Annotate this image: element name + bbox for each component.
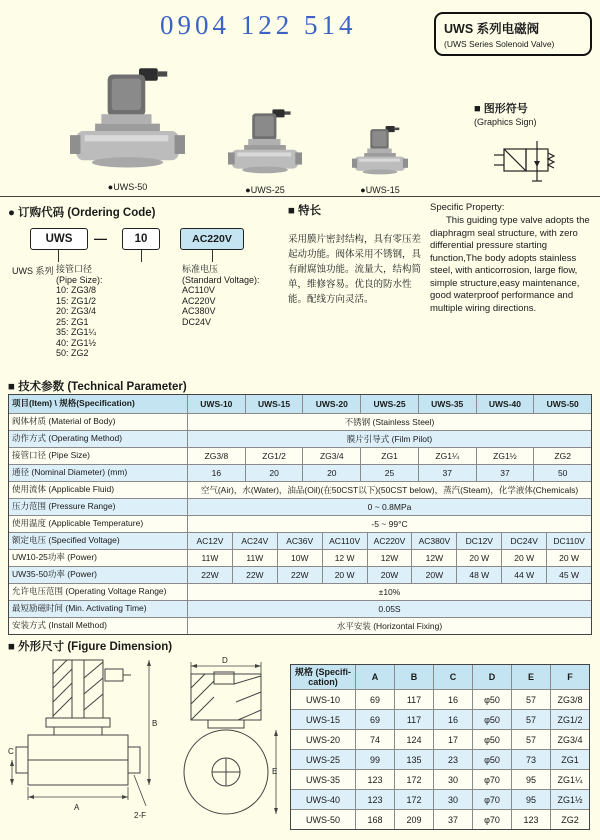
dim-cell: 95	[511, 770, 550, 789]
tech-cell: 水平安装 (Horizontal Fixing)	[187, 618, 591, 634]
dim-cell: 95	[511, 790, 550, 809]
tech-cell: DC24V	[501, 533, 546, 549]
tech-parameter-title: ■ 技术参数 (Technical Parameter)	[8, 381, 187, 393]
tech-cell: 10W	[277, 550, 322, 566]
tech-cell: 20 W	[456, 550, 501, 566]
product-photo-uws50	[70, 66, 185, 192]
dim-cell: 57	[511, 690, 550, 709]
dim-header-cell: A	[355, 665, 394, 689]
specific-property-text: This guiding type valve adopts the diaphragm seal structure, with zero differential pressure starting function,The body adopts stainless steel, with anticorrosion, large flow, simple structure,easy maintenance, good waterproof performance and multiple wiring directions.	[430, 215, 590, 314]
valve-schematic-icon	[492, 135, 570, 187]
tech-cell: ZG1	[360, 448, 418, 464]
tech-cell: 25	[360, 465, 418, 481]
tech-row-label: 使用流体 (Applicable Fluid)	[12, 484, 115, 495]
series-label: UWS 系列	[12, 266, 54, 276]
tech-row-label: UW10-25功率 (Power)	[12, 552, 98, 563]
dim-cell: 117	[394, 710, 433, 729]
tech-cell: 37	[476, 465, 534, 481]
dim-row	[291, 769, 589, 789]
ordering-box-size: 10	[122, 228, 160, 250]
dim-cell: ZG3/4	[550, 730, 589, 749]
tech-header-cell: UWS-20	[302, 395, 360, 413]
dim-header-cell: B	[394, 665, 433, 689]
dim-cell: 57	[511, 730, 550, 749]
tech-cell: 20	[245, 465, 303, 481]
tech-cell: ZG3/4	[302, 448, 360, 464]
dim-cell: φ70	[472, 770, 511, 789]
tech-cell: AC12V	[187, 533, 232, 549]
pipe-size-item: 50: ZG2	[56, 348, 89, 358]
dim-cell: 16	[433, 710, 472, 729]
dim-cell: φ50	[472, 730, 511, 749]
tech-cell: 不锈钢 (Stainless Steel)	[187, 414, 591, 430]
pipe-size-list	[56, 285, 103, 359]
tech-cell: 22W	[187, 567, 232, 583]
dim-cell: 123	[355, 770, 394, 789]
tech-row	[9, 566, 591, 583]
dim-cell: 124	[394, 730, 433, 749]
dim-cell: ZG3/8	[550, 690, 589, 709]
graphics-sign-block	[474, 100, 594, 192]
tech-row	[9, 583, 591, 600]
tech-cell: 16	[187, 465, 245, 481]
dim-cell: 30	[433, 770, 472, 789]
dim-cell: 123	[355, 790, 394, 809]
voltage-item: DC24V	[182, 316, 212, 327]
tech-row-label: 压力范围 (Pressure Range)	[12, 501, 116, 512]
tech-cell: 22W	[232, 567, 277, 583]
dim-cell: 37	[433, 810, 472, 829]
dim-cell: 172	[394, 770, 433, 789]
tech-cell: ZG2	[533, 448, 591, 464]
dim-cell: 74	[355, 730, 394, 749]
tech-header-cell: UWS-35	[418, 395, 476, 413]
dim-cell: UWS-35	[305, 774, 340, 785]
pipe-size-label: 接管口径	[56, 264, 93, 274]
dim-cell: 69	[355, 690, 394, 709]
specific-property-title: Specific Property:	[430, 202, 505, 213]
dim-cell: 99	[355, 750, 394, 769]
tech-header-cell: UWS-15	[245, 395, 303, 413]
tech-row	[9, 464, 591, 481]
tech-row	[9, 430, 591, 447]
tech-cell: 膜片引导式 (Film Pilot)	[187, 431, 591, 447]
tech-row	[9, 532, 591, 549]
tech-cell: 20W	[367, 567, 412, 583]
dim-header-cell: F	[550, 665, 589, 689]
dim-row	[291, 789, 589, 809]
voltage-block	[182, 264, 260, 327]
dim-header-cell: D	[472, 665, 511, 689]
dim-cell: φ50	[472, 710, 511, 729]
dim-cell: 209	[394, 810, 433, 829]
tech-header-cell: UWS-50	[533, 395, 591, 413]
tech-cell: ZG1/2	[245, 448, 303, 464]
valve-photo-icon	[352, 125, 408, 178]
tech-cell: AC110V	[322, 533, 367, 549]
tech-cell: AC220V	[367, 533, 412, 549]
product-label: ●UWS-25	[245, 185, 285, 195]
tech-cell: ZG3/8	[187, 448, 245, 464]
tech-cell: ZG1¼	[418, 448, 476, 464]
graphics-sign-subtitle: (Graphics Sign)	[474, 117, 537, 127]
valve-photo-icon	[228, 108, 302, 178]
dim-cell: 135	[394, 750, 433, 769]
dim-cell: φ70	[472, 810, 511, 829]
tech-row	[9, 447, 591, 464]
features-title: ■ 特长	[288, 205, 322, 217]
tech-header-cell: UWS-10	[187, 395, 245, 413]
tech-row	[9, 617, 591, 634]
tech-cell: AC24V	[232, 533, 277, 549]
tech-cell: 11W	[187, 550, 232, 566]
dim-cell: 69	[355, 710, 394, 729]
ordering-connector-line	[58, 250, 59, 262]
dim-table	[290, 664, 590, 830]
tech-cell: -5 ~ 99°C	[187, 516, 591, 532]
tech-cell: 37	[418, 465, 476, 481]
tech-row	[9, 413, 591, 430]
dim-cell: 172	[394, 790, 433, 809]
pipe-size-item: 35: ZG1¼	[56, 327, 97, 337]
dim-cell: ZG1½	[550, 790, 589, 809]
dim-label-e: E	[272, 767, 278, 776]
tech-row-label: 阀体材质 (Material of Body)	[12, 416, 116, 427]
dim-cell: 30	[433, 790, 472, 809]
tech-cell: 44 W	[501, 567, 546, 583]
tech-table	[8, 394, 592, 635]
tech-cell: 12W	[367, 550, 412, 566]
ordering-connector-line	[141, 250, 142, 262]
dim-label-b: B	[152, 719, 158, 728]
graphics-sign-title: ■ 图形符号	[474, 103, 528, 115]
tech-row-label: 允许电压范围 (Operating Voltage Range)	[12, 586, 167, 597]
ordering-code-section	[0, 202, 290, 374]
pipe-size-item: 10: ZG3/8	[56, 285, 97, 295]
tech-cell: AC36V	[277, 533, 322, 549]
dim-label-d: D	[222, 656, 228, 665]
dim-cell: UWS-40	[305, 794, 340, 805]
dim-cell: φ50	[472, 690, 511, 709]
tech-cell: 0 ~ 0.8MPa	[187, 499, 591, 515]
dim-cell: φ50	[472, 750, 511, 769]
series-title-en: (UWS Series Solenoid Valve)	[444, 39, 555, 49]
tech-row-label: 接管口径 (Pipe Size)	[12, 450, 90, 461]
ordering-connector-line	[212, 250, 213, 262]
dim-cell: ZG1/2	[550, 710, 589, 729]
tech-cell: AC380V	[411, 533, 456, 549]
dim-cell: 16	[433, 690, 472, 709]
tech-row-label: 额定电压 (Specified Voltage)	[12, 535, 120, 546]
tech-row-label: 使用温度 (Applicable Temperature)	[12, 518, 144, 529]
dim-header-cell: 规格 (Specifi- cation)	[294, 667, 351, 687]
dim-row	[291, 809, 589, 829]
dim-cell: φ70	[472, 790, 511, 809]
features-text: 采用膜片密封结构，具有零压差起动功能。阀体采用不锈钢，具有耐腐蚀功能。流量大，结构简单，维修容易。优良的防水性能。配线方向灵活。	[288, 234, 422, 305]
dim-label-2f: 2-F	[134, 811, 146, 820]
pipe-size-item: 40: ZG1½	[56, 337, 97, 348]
dim-header-cell: E	[511, 665, 550, 689]
tech-row	[9, 600, 591, 617]
tech-cell: DC12V	[456, 533, 501, 549]
voltage-label-en: (Standard Voltage):	[182, 274, 260, 285]
top-divider	[0, 196, 600, 197]
tech-cell: 48 W	[456, 567, 501, 583]
voltage-item: AC110V	[182, 285, 215, 295]
series-title-cn: UWS 系列电磁阀	[444, 22, 540, 36]
dim-label-a: A	[74, 803, 80, 812]
dim-header-row	[291, 665, 589, 689]
dim-row	[291, 749, 589, 769]
features-section	[288, 202, 430, 307]
tech-row	[9, 515, 591, 532]
tech-row-label: 安装方式 (Install Method)	[12, 620, 107, 631]
dim-cell: 123	[511, 810, 550, 829]
tech-header-cell: UWS-25	[360, 395, 418, 413]
tech-cell: 20 W	[322, 567, 367, 583]
tech-row-label: 动作方式 (Operating Method)	[12, 433, 123, 444]
dim-cell: UWS-25	[305, 754, 340, 765]
tech-header-label: 项目(Item) \ 规格(Specification)	[12, 398, 135, 409]
dim-cell: UWS-20	[305, 734, 340, 745]
dim-label-c: C	[8, 747, 14, 756]
figure-dimension-title: ■ 外形尺寸 (Figure Dimension)	[8, 641, 173, 653]
pipe-size-item: 20: ZG3/4	[56, 306, 97, 316]
dim-cell: ZG2	[550, 810, 589, 829]
tech-cell: DC110V	[546, 533, 591, 549]
tech-cell: 20W	[411, 567, 456, 583]
tech-cell: ZG1½	[476, 448, 534, 464]
tech-cell: 20 W	[546, 550, 591, 566]
tech-cell: 12W	[411, 550, 456, 566]
voltage-label: 标准电压	[182, 264, 219, 274]
dim-cell: 23	[433, 750, 472, 769]
pipe-size-block	[56, 264, 103, 359]
tech-cell: 22W	[277, 567, 322, 583]
ordering-box-voltage: AC220V	[180, 228, 244, 250]
specific-property-section	[430, 202, 593, 315]
valve-photo-icon	[70, 66, 185, 175]
dim-row	[291, 709, 589, 729]
ordering-code-title: ● 订购代码 (Ordering Code)	[8, 207, 156, 219]
tech-row	[9, 481, 591, 498]
dim-cell: 17	[433, 730, 472, 749]
tech-row	[9, 498, 591, 515]
tech-cell: 45 W	[546, 567, 591, 583]
valve-top-drawing	[166, 654, 284, 834]
tech-cell: 20	[302, 465, 360, 481]
dim-cell: 57	[511, 710, 550, 729]
dim-cell: 168	[355, 810, 394, 829]
tech-row-label: UW35-50功率 (Power)	[12, 569, 98, 580]
ordering-dash: —	[94, 231, 107, 246]
voltage-item: AC380V	[182, 306, 216, 316]
pipe-size-label-en: (Pipe Size):	[56, 274, 103, 285]
tech-header-row	[9, 395, 591, 413]
product-label: ●UWS-15	[360, 185, 400, 195]
tech-row-label: 最短励磁时间 (Min. Activating Time)	[12, 603, 147, 614]
dim-row	[291, 729, 589, 749]
pipe-size-item: 25: ZG1	[56, 316, 89, 327]
product-photo-uws15	[352, 125, 408, 195]
tech-cell: 12 W	[322, 550, 367, 566]
dim-cell: UWS-10	[305, 694, 340, 705]
series-title-box	[434, 12, 592, 56]
dim-cell: UWS-15	[305, 714, 340, 725]
tech-cell: 20 W	[501, 550, 546, 566]
tech-cell: 0.05S	[187, 601, 591, 617]
tech-header-cell: UWS-40	[476, 395, 534, 413]
product-label: ●UWS-50	[107, 182, 148, 192]
tech-row	[9, 549, 591, 566]
dim-row	[291, 689, 589, 709]
voltage-list	[182, 285, 260, 327]
dim-cell: ZG1¼	[550, 770, 589, 789]
valve-section-drawing	[8, 654, 160, 834]
product-photo-uws25	[228, 108, 302, 195]
dim-cell: 117	[394, 690, 433, 709]
phone-number: 0904 122 514	[160, 10, 357, 40]
dim-cell: ZG1	[550, 750, 589, 769]
tech-row-label: 通径 (Nominal Diameter) (mm)	[12, 467, 128, 478]
dim-cell: 73	[511, 750, 550, 769]
ordering-box-series: UWS	[30, 228, 88, 250]
tech-cell: 50	[533, 465, 591, 481]
voltage-item: AC220V	[182, 295, 216, 306]
figure-dimension-content	[8, 654, 592, 834]
tech-cell: 空气(Air)，水(Water)，油品(Oil)(在50CST以下)(50CST below)，蒸汽(Steam)，化学液体(Chemicals)	[187, 482, 591, 498]
pipe-size-item: 15: ZG1/2	[56, 295, 97, 306]
tech-cell: 11W	[232, 550, 277, 566]
dim-header-cell: C	[433, 665, 472, 689]
dim-cell: UWS-50	[305, 814, 340, 825]
tech-cell: ±10%	[187, 584, 591, 600]
